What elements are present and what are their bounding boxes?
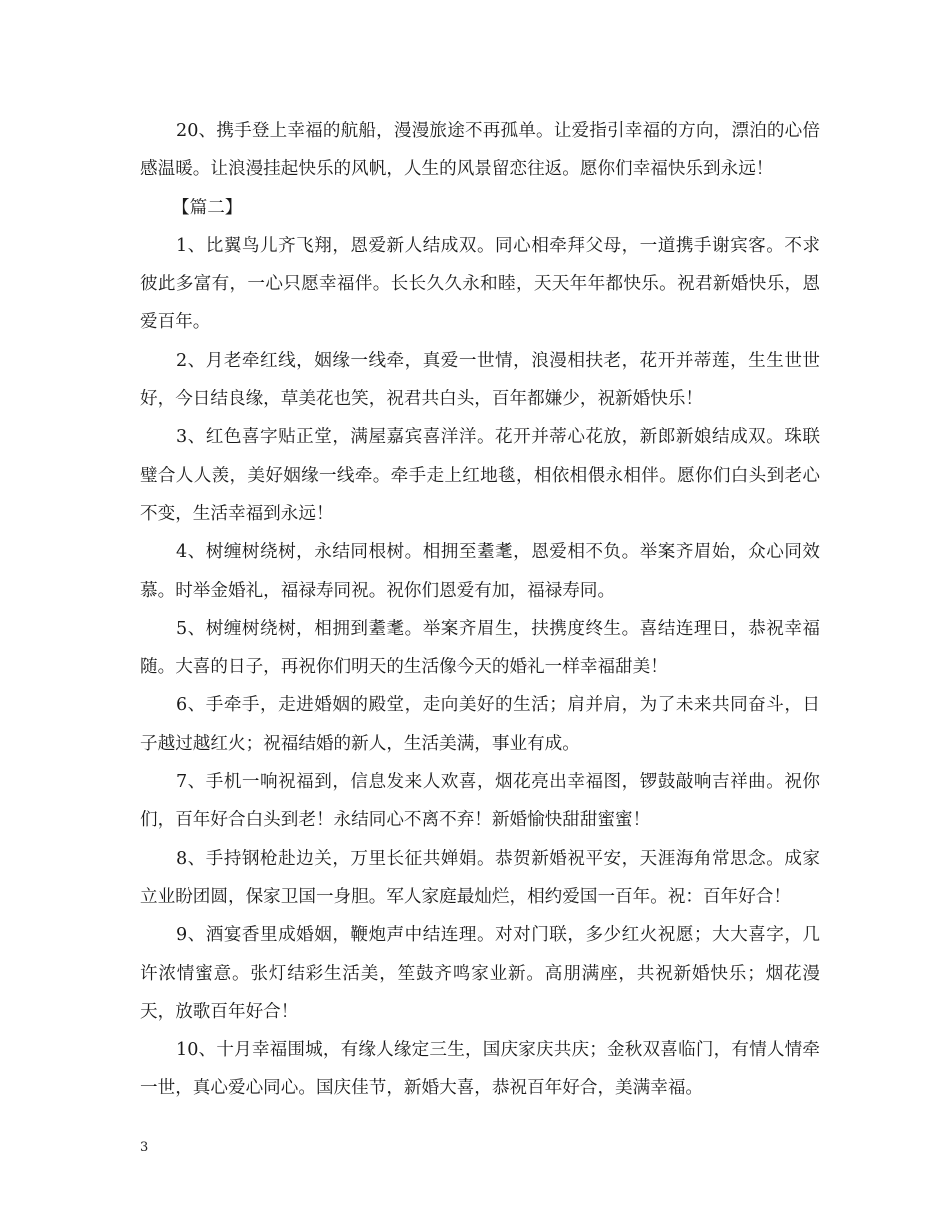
- wish-paragraph-6: 6、手牵手，走进婚姻的殿堂，走向美好的生活；肩并肩，为了未来共同奋斗，日子越过越红火；祝福结婚的新人，生活美满，事业有成。: [140, 695, 820, 754]
- wish-paragraph-8: 8、手持钢枪赴边关，万里长征共婵娟。恭贺新婚祝平安，天涯海角常思念。成家立业盼团圆，保家卫国一身胆。军人家庭最灿烂，相约爱国一百年。祝：百年好合！: [140, 848, 820, 907]
- document-body: [140, 112, 820, 1108]
- wish-paragraph-9: 9、酒宴香里成婚姻，鞭炮声中结连理。对对门联，多少红火祝愿；大大喜字，几许浓情蜜意。张灯结彩生活美，笙鼓齐鸣家业新。高朋满座，共祝新婚快乐；烟花漫天，放歌百年好合！: [140, 925, 820, 1022]
- wish-paragraph-4: 4、树缠树绕树，永结同根树。相拥至耋耄，恩爱相不负。举案齐眉始，众心同效慕。时举金婚礼，福禄寿同祝。祝你们恩爱有加，福禄寿同。: [140, 542, 820, 601]
- wish-paragraph-7: 7、手机一响祝福到，信息发来人欢喜，烟花亮出幸福图，锣鼓敲响吉祥曲。祝你们，百年好合白头到老！永结同心不离不弃！新婚愉快甜甜蜜蜜！: [140, 772, 820, 831]
- intro-paragraph: 20、携手登上幸福的航船，漫漫旅途不再孤单。让爱指引幸福的方向，漂泊的心倍感温暖。让浪漫挂起快乐的风帆，人生的风景留恋往返。愿你们幸福快乐到永远！: [140, 121, 820, 180]
- wish-paragraph-5: 5、树缠树绕树，相拥到耋耄。举案齐眉生，扶携度终生。喜结连理日，恭祝幸福随。大喜的日子，再祝你们明天的生活像今天的婚礼一样幸福甜美！: [140, 618, 820, 678]
- wish-paragraph-3: 3、红色喜字贴正堂，满屋嘉宾喜洋洋。花开并蒂心花放，新郎新娘结成双。珠联璧合人人羡，美好姻缘一线牵。牵手走上红地毯，相依相偎永相伴。愿你们白头到老心不变，生活幸福到永远！: [140, 427, 820, 524]
- section-heading: 【篇二】: [172, 197, 243, 218]
- wish-paragraph-2: 2、月老牵红线，姻缘一线牵，真爱一世情，浪漫相扶老，花开并蒂莲，生生世世好，今日结良缘，草美花也笑，祝君共白头，百年都嫌少，祝新婚快乐！: [140, 350, 820, 410]
- wish-paragraph-10: 10、十月幸福围城，有缘人缘定三生，国庆家庆共庆；金秋双喜临门，有情人情牵一世，真心爱心同心。国庆佳节，新婚大喜，恭祝百年好合，美满幸福。: [140, 1040, 820, 1099]
- page-number: 3: [140, 1140, 149, 1155]
- wish-paragraph-1: 1、比翼鸟儿齐飞翔，恩爱新人结成双。同心相牵拜父母，一道携手谢宾客。不求彼此多富有，一心只愿幸福伴。长长久久永和睦，天天年年都快乐。祝君新婚快乐，恩爱百年。: [140, 235, 820, 333]
